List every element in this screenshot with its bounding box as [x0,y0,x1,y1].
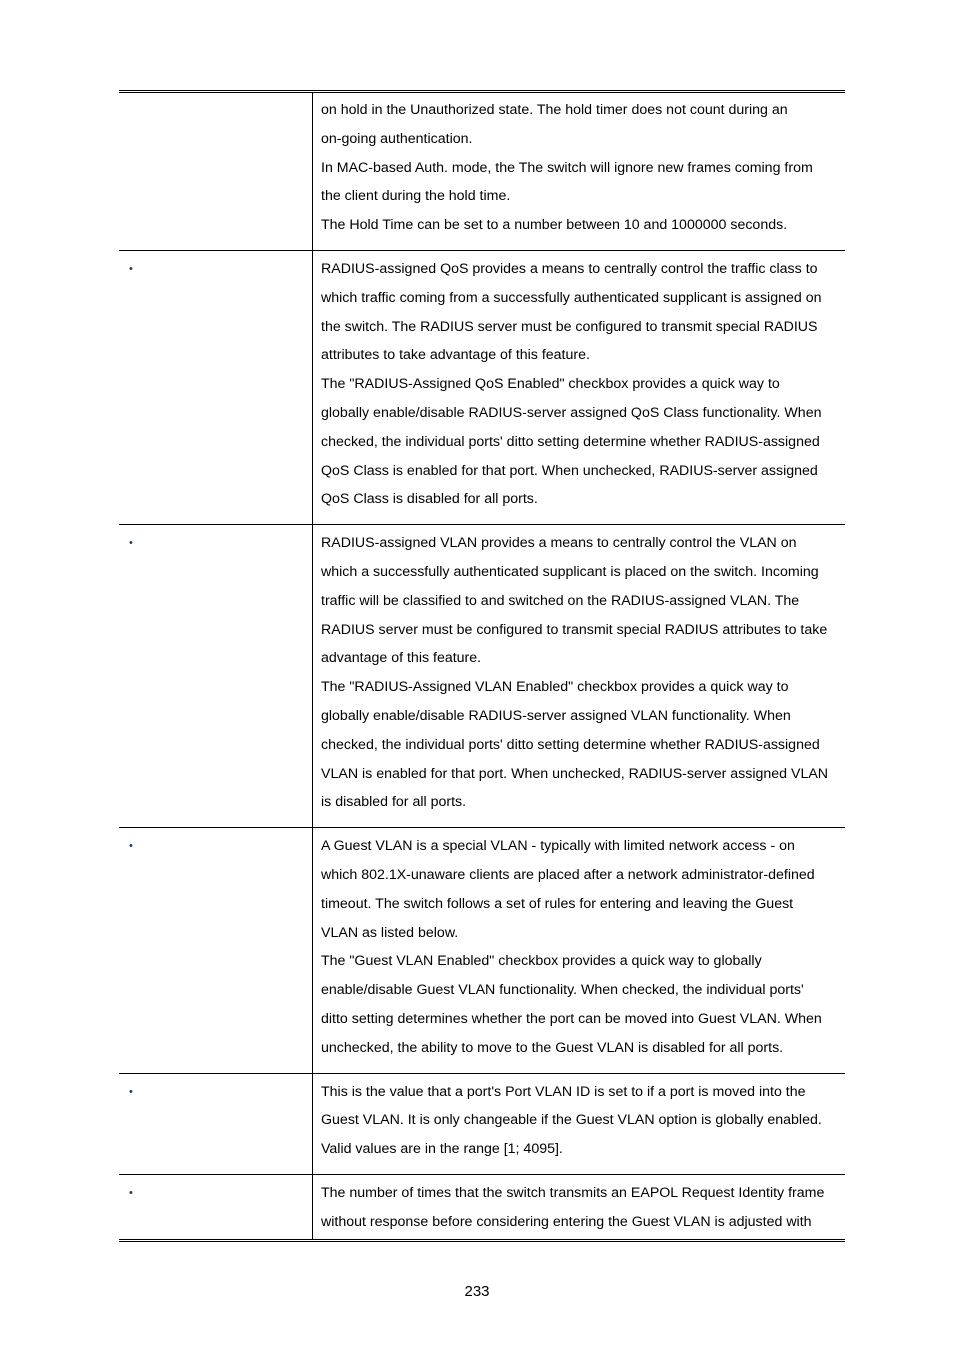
parameter-cell [119,93,313,250]
parameter-cell [119,251,313,524]
description-line: QoS Class is enabled for that port. When unchecked, RADIUS-server assigned [321,462,818,479]
table-row [119,251,845,525]
description-table [119,90,845,1242]
parameter-cell [119,525,313,827]
description-line: advantage of this feature. [321,650,482,667]
description-line: The "RADIUS-Assigned QoS Enabled" checkbox provides a quick way to [321,376,780,393]
description-line: The number of times that the switch transmits an EAPOL Request Identity frame [321,1184,825,1201]
description-line: timeout. The switch follows a set of rules for entering and leaving the Guest [321,895,794,912]
description-line: unchecked, the ability to move to the Guest VLAN is disabled for all ports. [321,1039,784,1056]
description-line: The "RADIUS-Assigned VLAN Enabled" checkbox provides a quick way to [321,679,789,696]
description-line: VLAN is enabled for that port. When unchecked, RADIUS-server assigned VLAN [321,765,829,782]
description-cell [313,525,845,827]
description-line: The "Guest VLAN Enabled" checkbox provides a quick way to globally [321,953,762,970]
table-row [119,525,845,828]
table-row [119,828,845,1073]
description-cell [313,251,845,524]
description-line: is disabled for all ports. [321,794,467,811]
description-line: on hold in the Unauthorized state. The hold timer does not count during an [321,102,788,118]
description-line: globally enable/disable RADIUS-server assigned VLAN functionality. When [321,707,791,724]
table-row [119,1074,845,1175]
bullet-icon: • [129,1085,133,1098]
description-line: traffic will be classified to and switched on the RADIUS-assigned VLAN. The [321,592,800,609]
description-line: In MAC-based Auth. mode, the The switch will ignore new frames coming from [321,159,813,176]
table-row [119,1175,845,1240]
description-line: enable/disable Guest VLAN functionality. When checked, the individual ports' [321,982,804,999]
description-line: This is the value that a port's Port VLAN ID is set to if a port is moved into the [321,1083,806,1100]
table-row [119,93,845,251]
bullet-icon: • [129,1186,133,1199]
description-cell [313,93,845,250]
description-line: attributes to take advantage of this feature. [321,347,590,364]
parameter-cell [119,1074,313,1174]
description-line: checked, the individual ports' ditto setting determine whether RADIUS-assigned [321,433,820,450]
description-line: the switch. The RADIUS server must be configured to transmit special RADIUS [321,318,818,335]
description-line: checked, the individual ports' ditto setting determine whether RADIUS-assigned [321,736,820,753]
description-line: VLAN as listed below. [321,924,459,941]
description-line: the client during the hold time. [321,188,511,205]
bullet-icon: • [129,537,133,550]
description-line: RADIUS server must be configured to transmit special RADIUS attributes to take [321,621,828,638]
description-line: which 802.1X-unaware clients are placed after a network administrator-defined [321,866,815,883]
description-line: which a successfully authenticated supplicant is placed on the switch. Incoming [321,563,819,580]
description-line: A Guest VLAN is a special VLAN - typically with limited network access - on [321,838,795,855]
description-line: QoS Class is disabled for all ports. [321,491,538,508]
description-line: RADIUS-assigned VLAN provides a means to centrally control the VLAN on [321,535,797,552]
description-cell [313,828,845,1072]
description-line: RADIUS-assigned QoS provides a means to centrally control the traffic class to [321,260,818,277]
description-line: which traffic coming from a successfully authenticated supplicant is assigned on [321,289,822,306]
bullet-icon: • [129,262,133,275]
description-line: Guest VLAN. It is only changeable if the Guest VLAN option is globally enabled. [321,1112,822,1129]
description-line: The Hold Time can be set to a number between 10 and 1000000 seconds. [321,217,788,234]
parameter-cell [119,1175,313,1240]
description-line: globally enable/disable RADIUS-server assigned QoS Class functionality. When [321,404,822,421]
description-line: ditto setting determines whether the port can be moved into Guest VLAN. When [321,1010,822,1027]
page-number: 233 [464,1283,490,1300]
description-cell [313,1074,845,1174]
description-line: without response before considering entering the Guest VLAN is adjusted with [321,1213,812,1230]
description-cell [313,1175,845,1240]
description-line: on-going authentication. [321,130,473,147]
parameter-cell [119,828,313,1072]
bullet-icon: • [129,840,133,853]
description-line: Valid values are in the range [1; 4095]. [321,1141,563,1158]
